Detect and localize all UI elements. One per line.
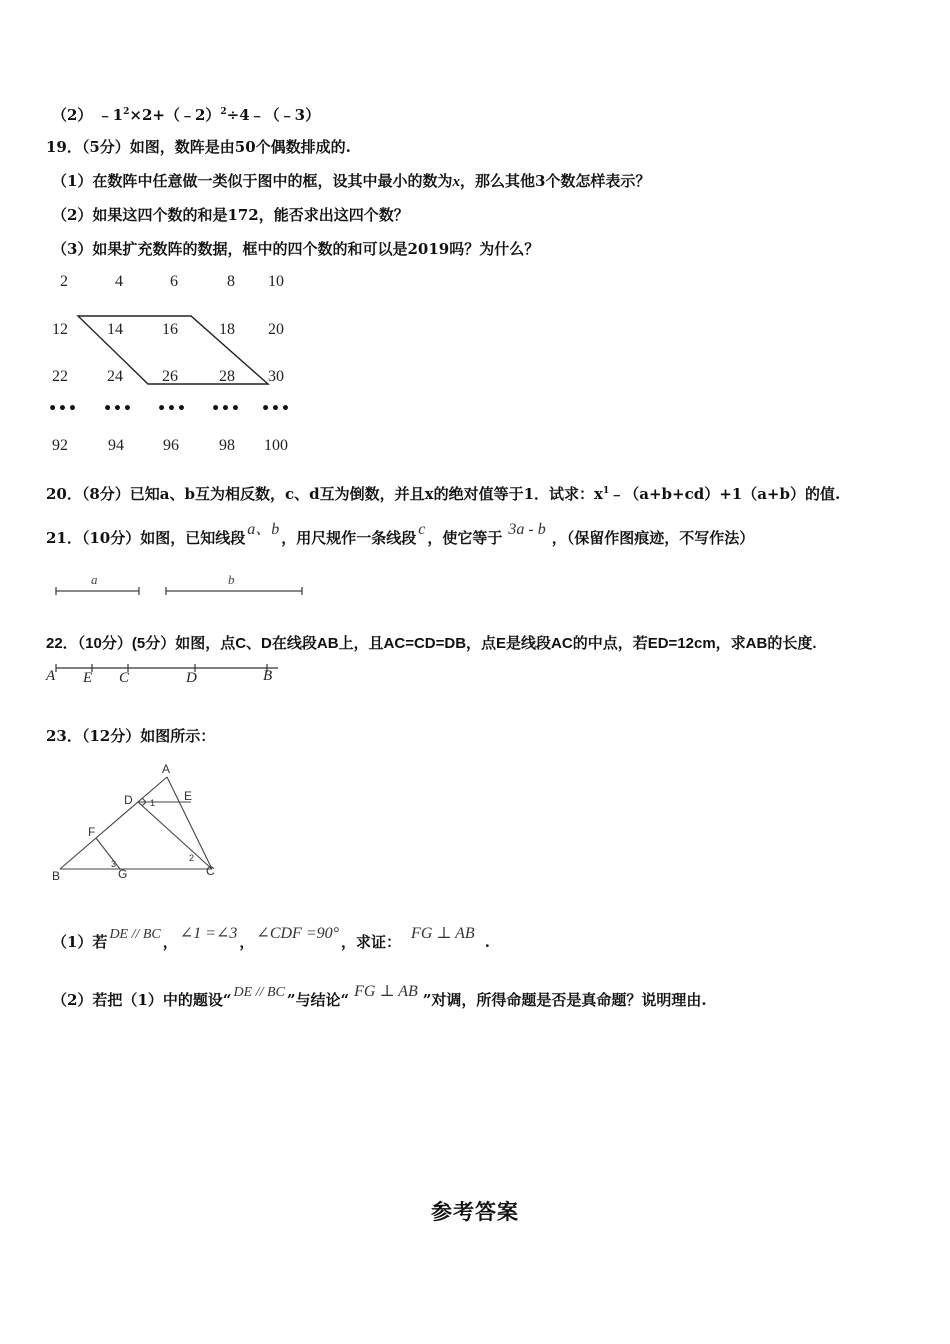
grid-cell: 16 — [162, 321, 178, 338]
grid-cell: 14 — [107, 321, 123, 338]
grid-cell: 100 — [264, 437, 288, 454]
point-d-label: D — [186, 670, 197, 686]
grid-cell: 30 — [268, 368, 284, 385]
grid-cell: 10 — [268, 273, 284, 290]
grid-cell: 6 — [170, 273, 178, 290]
grid-cell: 4 — [115, 273, 123, 290]
grid-cell: 24 — [107, 368, 123, 385]
q18-expr-b: ×2+（﹣2） — [129, 106, 221, 124]
grid-cell: 18 — [219, 321, 235, 338]
q23-part1-end: . — [484, 933, 490, 951]
grid-cell: 12 — [52, 321, 68, 338]
grid-ellipsis: ••• — [211, 401, 241, 417]
q21-text-b: ，用尺规作一条线段 — [281, 529, 417, 547]
point-a-label: A — [46, 668, 56, 684]
vertex-d-label: D — [124, 793, 133, 807]
grid-cell: 22 — [52, 368, 68, 385]
q23-part2-text-c: ”对调，所得命题是否是真命题？说明理由. — [422, 991, 707, 1009]
grid-cell: 2 — [60, 273, 68, 290]
triangle-lines — [0, 0, 260, 900]
q18-expr-a: ﹣1 — [97, 106, 124, 124]
q21-math-3a-b: 3a - b — [508, 521, 546, 538]
q21-math-ab: a、b — [247, 521, 280, 538]
angle-3-label: 3 — [111, 859, 117, 869]
q23-math-fg-ab: FG ⊥ AB — [411, 925, 475, 942]
grid-cell: 96 — [163, 437, 179, 454]
q23-part2-math-de-bc: DE // BC — [233, 985, 285, 1000]
q23-math-de-bc: DE // BC — [109, 927, 161, 942]
q19-part2: （2）如果这四个数的和是172，能否求出这四个数？ — [52, 206, 409, 224]
grid-cell: 98 — [219, 437, 235, 454]
grid-ellipsis: ••• — [261, 401, 291, 417]
grid-ellipsis: ••• — [103, 401, 133, 417]
q23-sep1: ， — [162, 933, 178, 951]
q19-part1-text-a: （1）在数阵中任意做一类似于图中的框，设其中最小的数为 — [52, 172, 453, 190]
q20-text-a: 20．（8分）已知a、b互为相反数，c、d互为倒数，并且x的绝对值等于1．试求：x — [46, 485, 603, 503]
grid-cell: 26 — [162, 368, 178, 385]
q18-exp-b: 2 — [220, 107, 227, 117]
q23-stem: 23．（12分）如图所示： — [46, 727, 216, 745]
q23-part1 — [52, 925, 920, 954]
segment-a-label: a — [91, 572, 98, 587]
q18-part2-label: （2） — [52, 106, 93, 124]
point-c-label: C — [119, 670, 130, 686]
angle-2-label: 2 — [189, 853, 195, 863]
q22-text-a: 22．（10分）(5分）如图，点C、D在线段AB上，且AC=CD=DB，点E是线段AC的中点，若ED=12cm，求AB的长度. — [46, 635, 817, 652]
grid-cell: 28 — [219, 368, 235, 385]
vertex-e-label: E — [184, 789, 193, 803]
grid-ellipsis: ••• — [48, 401, 78, 417]
q23-math-angle1-3: ∠1 =∠3 — [179, 925, 238, 942]
grid-cell: 94 — [108, 437, 124, 454]
q21-text-d: ，（保留作图痕迹，不写作法） — [551, 529, 755, 547]
vertex-g-label: G — [118, 867, 128, 881]
answers-title: 参考答案 — [431, 1200, 519, 1224]
q19-part3: （3）如果扩充数阵的数据，框中的四个数的和可以是2019吗？为什么？ — [52, 240, 540, 258]
q23-part1-text-b: ，求证： — [341, 933, 402, 951]
grid-cell: 92 — [52, 437, 68, 454]
q19-part1-text-b: ，那么其他3个数怎样表示？ — [459, 172, 651, 190]
grid-ellipsis: ••• — [157, 401, 187, 417]
vertex-b-label: B — [52, 869, 61, 883]
q21-math-c: c — [418, 521, 426, 538]
q23-part2-text-a: （2）若把（1）中的题设“ — [52, 991, 232, 1009]
q23-part2-text-b: ”与结论“ — [286, 991, 350, 1009]
q20-text-b: ﹣（a+b+cd）+1（a+b）的值. — [609, 485, 841, 503]
q21-text-a: 21．（10分）如图，已知线段 — [46, 529, 246, 547]
q18-expr-c: ÷4﹣（﹣3） — [226, 106, 321, 124]
point-e-label: E — [83, 670, 93, 686]
q21-text-c: ，使它等于 — [427, 529, 503, 547]
q18-exp-a: 2 — [123, 107, 130, 117]
vertex-c-label: C — [206, 864, 215, 878]
grid-cell: 20 — [268, 321, 284, 338]
q23-math-angle-cdf: ∠CDF =90° — [256, 925, 340, 942]
segment-b-label: b — [228, 572, 235, 587]
q19-stem: 19．（5分）如图，数阵是由50个偶数排成的. — [46, 138, 351, 156]
q19-var-x: x — [452, 174, 460, 190]
q23-part2 — [52, 983, 920, 1012]
q23-sep2: ， — [239, 933, 255, 951]
vertex-f-label: F — [88, 825, 96, 839]
point-b-label: B — [263, 668, 273, 684]
vertex-a-label: A — [162, 762, 171, 776]
angle-1-label: 1 — [150, 798, 156, 808]
q20-exp: 1 — [602, 486, 610, 496]
q23-part1-text-a: （1）若 — [52, 933, 108, 951]
grid-cell: 8 — [227, 273, 235, 290]
q23-part2-math-fg-ab: FG ⊥ AB — [354, 983, 418, 1000]
